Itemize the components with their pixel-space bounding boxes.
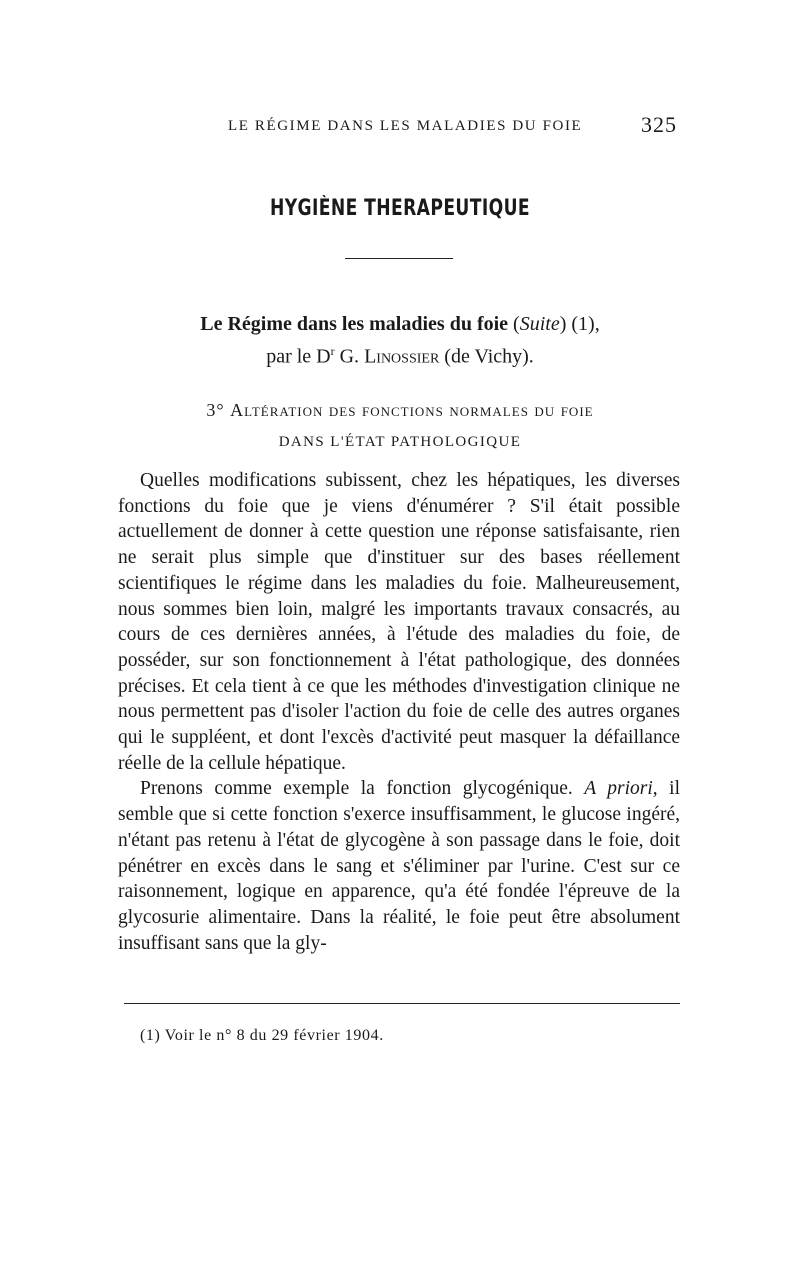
subsection-title: Altération des fonctions normales du foie (230, 400, 594, 420)
subsection-line-1 (0, 394, 800, 426)
heading-rule (345, 258, 453, 259)
running-title: LE RÉGIME DANS LES MALADIES DU FOIE (228, 118, 583, 134)
paragraph-text: Prenons comme exemple la fonction glycogénique. (140, 778, 585, 800)
subsection-line-2: DANS L'ÉTAT PATHOLOGIQUE (278, 434, 522, 450)
article-title-suite: Suite (519, 313, 560, 335)
subsection-number: 3° (206, 400, 231, 420)
byline-place: (de Vichy). (444, 345, 534, 368)
paragraph-italic: A priori (584, 778, 653, 800)
article-byline (0, 337, 800, 371)
page-number: 325 (641, 112, 677, 137)
subsection-heading (0, 394, 800, 458)
paragraph (118, 776, 680, 956)
byline-author-name: Linossier (364, 345, 440, 368)
byline-prefix: par le D (266, 345, 331, 368)
article-title-main: Le Régime dans les maladies du foie (200, 313, 509, 335)
paragraph-text-tail: , il semble que si cette fonction s'exerce insuffisamment, le glucose ingéré, n'étant pas retenu à l'état de glycogène à son passage dans le foie, doit pénétrer en excès dans le sang et s'éliminer par l'urine. C'est sur ce raisonnement, logique en apparence, qu'a été fondée l'épreuve de la glycosurie alimentaire. Dans la réalité, le foie peut être absolument insuffisant sans que la gly- (118, 778, 680, 954)
section-heading: HYGIÈNE THERAPEUTIQUE (269, 196, 531, 221)
running-header (0, 112, 800, 142)
footnote: (1) Voir le n° 8 du 29 février 1904. (140, 1027, 384, 1044)
body-text (118, 468, 680, 956)
article-title: Le Régime dans les maladies du foie (Suite) (1), (200, 313, 600, 335)
byline-sup: r (330, 344, 335, 358)
paragraph (118, 468, 680, 776)
paragraph-text: Quelles modifications subissent, chez les hépatiques, les diverses fonctions du foie que je viens d'énumérer ? S'il était possible actuellement de donner à cette question une réponse satisfaisante, rien ne serait plus simple que d'instituer sur des bases réellement scientifiques le régime dans les maladies du foie. Malheureusement, nous sommes bien loin, malgré les importants travaux consacrés, au cours de ces dernières années, à l'étude des maladies du foie, de posséder, sur son fonctionnement à l'état pathologique, des données précises. Et cela tient à ce que les méthodes d'investigation clinique ne nous permettent pas d'isoler l'action du foie de celle des autres organes qui le suppléent, et dont l'excès d'activité peut masquer la défaillance réelle de la cellule hépatique. (118, 470, 680, 774)
footnote-rule (124, 1003, 680, 1004)
byline-initial: G. (339, 345, 360, 368)
article-title-note-ref: (1), (571, 313, 600, 335)
